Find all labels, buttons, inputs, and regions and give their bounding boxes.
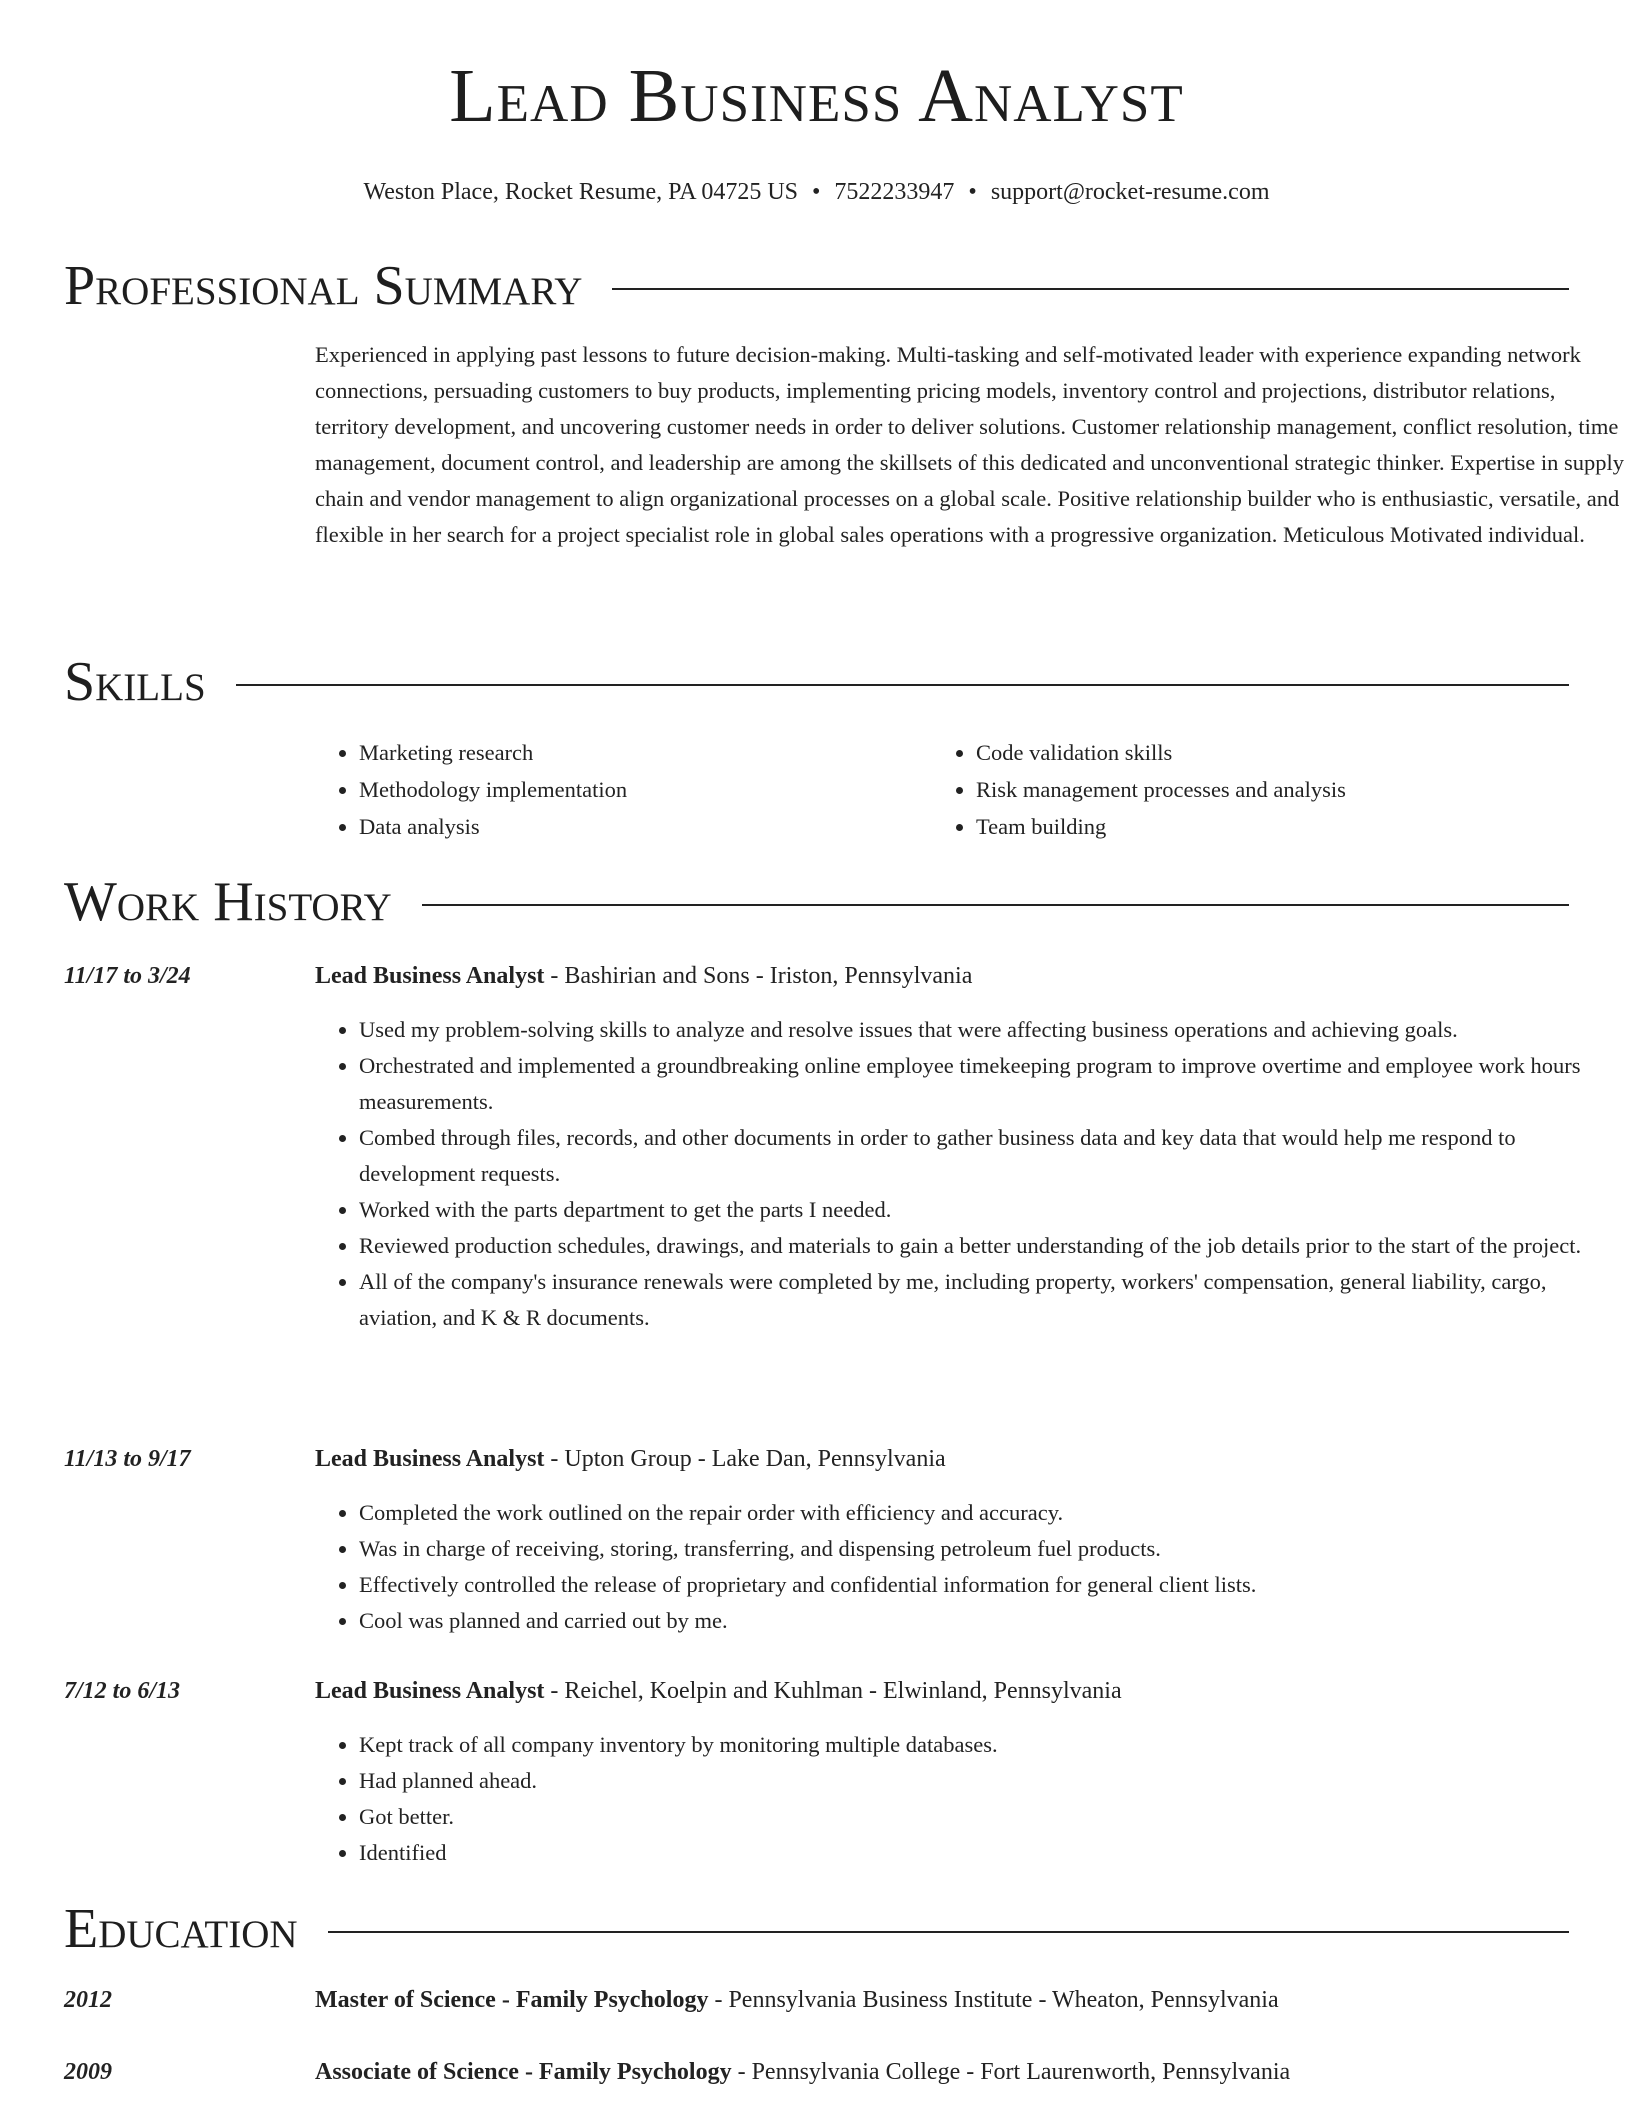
- skills-section-header: [64, 651, 1569, 713]
- job-bullet: • Combed through files, records, and other documents in order to gather business data and key data that would help me respond to development requests.: [359, 1120, 1620, 1192]
- education-degree: Master of Science - Family Psychology: [315, 1987, 709, 2013]
- contact-phone: 7522233947: [834, 179, 955, 205]
- skills-list: [315, 734, 1620, 845]
- summary-content: [315, 337, 1625, 553]
- job-bullet: • Kept track of all company inventory by monitoring multiple databases.: [359, 1727, 1620, 1763]
- job-bullet: • Used my problem-solving skills to analyze and resolve issues that were affecting business operations and achieving goals.: [359, 1012, 1620, 1048]
- job-bullet: • Had planned ahead.: [359, 1763, 1620, 1799]
- job-employer: - Bashirian and Sons - Iriston, Pennsylvania: [544, 963, 973, 989]
- job-entry: [315, 1441, 1620, 1639]
- job-entry: [315, 1673, 1620, 1871]
- job-bullet: • Completed the work outlined on the repair order with efficiency and accuracy.: [359, 1495, 1620, 1531]
- job-bullet: • Orchestrated and implemented a groundbreaking online employee timekeeping program to improve overtime and employee work hours measurements.: [359, 1048, 1620, 1120]
- job-dates: 7/12 to 6/13: [64, 1678, 181, 1704]
- job-entry: [315, 958, 1620, 1336]
- contact-separator: •: [812, 179, 821, 205]
- job-title-line: [315, 1673, 1620, 1709]
- section-divider: [328, 1931, 1569, 1933]
- job-employer: - Upton Group - Lake Dan, Pennsylvania: [544, 1446, 946, 1472]
- education-entry: [315, 2054, 1620, 2090]
- skill-item: • Code validation skills: [976, 734, 1549, 771]
- skill-item: • Methodology implementation: [359, 771, 932, 808]
- job-bullet: • All of the company's insurance renewals were completed by me, including property, workers' compensation, general liability, cargo, aviation, and K & R documents.: [359, 1264, 1620, 1336]
- education-school: - Pennsylvania College - Fort Laurenworth, Pennsylvania: [731, 2059, 1291, 2085]
- job-bullet: • Effectively controlled the release of proprietary and confidential information for general client lists.: [359, 1567, 1620, 1603]
- job-title-line: [315, 958, 1620, 994]
- resume-name: Lead Business Analyst: [449, 54, 1184, 138]
- job-bullet: • Cool was planned and carried out by me.: [359, 1603, 1620, 1639]
- skills-column-right: [932, 734, 1549, 845]
- summary-section-header: [64, 255, 1569, 317]
- education-school: - Pennsylvania Business Institute - Wheaton, Pennsylvania: [708, 1987, 1279, 2013]
- education-title-line: [315, 2054, 1620, 2090]
- work-heading: Work History: [64, 871, 392, 933]
- job-bullet: • Was in charge of receiving, storing, transferring, and dispensing petroleum fuel products.: [359, 1531, 1620, 1567]
- skills-column-left: [315, 734, 932, 845]
- skill-item: • Risk management processes and analysis: [976, 771, 1549, 808]
- education-entry: [315, 1982, 1620, 2018]
- job-bullet: • Worked with the parts department to get the parts I needed.: [359, 1192, 1620, 1228]
- job-bullets: [315, 1495, 1620, 1639]
- skill-item: • Team building: [976, 808, 1549, 845]
- job-dates: 11/13 to 9/17: [64, 1446, 191, 1472]
- job-bullet: • Identified: [359, 1835, 1620, 1871]
- job-bullets: [315, 1727, 1620, 1871]
- summary-heading: Professional Summary: [64, 255, 583, 317]
- summary-text: Experienced in applying past lessons to future decision-making. Multi-tasking and self-motivated leader with experience expanding network connections, persuading customers to buy products, implementing pricing models, inventory control and projections, distributor relations, territory development, and uncovering customer needs in order to deliver solutions. Customer relationship management, conflict resolution, time management, document control, and leadership are among the skillsets of this dedicated and unconventional strategic thinker. Expertise in supply chain and vendor management to align organizational processes on a global scale. Positive relationship builder who is enthusiastic, versatile, and flexible in her search for a project specialist role in global sales operations with a progressive organization. Meticulous Motivated individual.: [315, 342, 1625, 547]
- job-title: Lead Business Analyst: [315, 1446, 545, 1472]
- job-title: Lead Business Analyst: [315, 963, 545, 989]
- education-year: 2009: [64, 2059, 112, 2085]
- education-heading: Education: [64, 1898, 298, 1960]
- job-bullet: • Got better.: [359, 1799, 1620, 1835]
- section-divider: [612, 288, 1569, 290]
- contact-line: [64, 174, 1569, 210]
- job-bullet: • Reviewed production schedules, drawings, and materials to gain a better understanding of the job details prior to the start of the project.: [359, 1228, 1620, 1264]
- education-section-header: [64, 1898, 1569, 1960]
- skill-item: • Marketing research: [359, 734, 932, 771]
- section-divider: [236, 684, 1569, 686]
- contact-email: support@rocket-resume.com: [990, 179, 1270, 205]
- work-section-header: [64, 871, 1569, 933]
- job-title-line: [315, 1441, 1620, 1477]
- contact-separator: •: [968, 179, 977, 205]
- job-title: Lead Business Analyst: [315, 1678, 545, 1704]
- education-degree: Associate of Science - Family Psychology: [315, 2059, 732, 2085]
- job-dates: 11/17 to 3/24: [64, 963, 191, 989]
- education-year: 2012: [64, 1987, 112, 2013]
- job-employer: - Reichel, Koelpin and Kuhlman - Elwinland, Pennsylvania: [544, 1678, 1122, 1704]
- contact-address: Weston Place, Rocket Resume, PA 04725 US: [363, 179, 798, 205]
- section-divider: [422, 904, 1569, 906]
- job-bullets: [315, 1012, 1620, 1336]
- skills-heading: Skills: [64, 651, 206, 713]
- education-title-line: [315, 1982, 1620, 2018]
- skill-item: • Data analysis: [359, 808, 932, 845]
